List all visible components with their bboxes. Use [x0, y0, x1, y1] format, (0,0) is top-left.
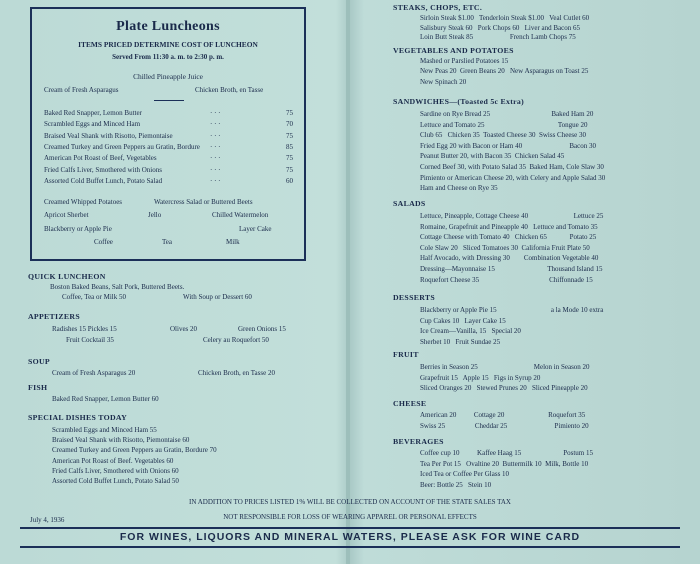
vegetables-heading: VEGETABLES AND POTATOES — [393, 46, 514, 55]
menu-line: Cole Slaw 20 Sliced Tomatoes 30 California Fruit Plate 50 — [420, 243, 590, 252]
appetizer-3: Green Onions 15 — [238, 325, 286, 333]
cheese-heading: CHEESE — [393, 399, 427, 408]
menu-line: Berries in Season 25 Melon in Season 20 — [420, 363, 590, 371]
appetizer-4: Fruit Cocktail 35 — [66, 336, 114, 344]
beverage-tea: Tea — [162, 238, 173, 246]
veg-option-2: Watercress Salad or Buttered Beets — [154, 198, 253, 206]
menu-line: Sirloin Steak $1.00 Tenderloin Steak $1.00 Veal Cutlet 60 — [420, 14, 590, 22]
luncheon-subtitle: ITEMS PRICED DETERMINE COST OF LUNCHEON — [78, 40, 258, 49]
sales-tax-notice: IN ADDITION TO PRICES LISTED 1% WILL BE COLLECTED ON ACCOUNT OF THE STATE SALES TAX — [189, 498, 511, 506]
main-course-price: 75 — [286, 165, 293, 174]
appetizer-1: Radishes 15 Pickles 15 — [52, 325, 117, 333]
dessert-option-2: Jello — [148, 211, 162, 219]
page-fold — [346, 0, 350, 564]
menu-line: Salisbury Steak 60 Pork Chops 60 Liver and Bacon 65 — [420, 23, 581, 32]
luncheon-hours: Served From 11:30 a. m. to 2:30 p. m. — [112, 53, 224, 61]
main-course-name: American Pot Roast of Beef, Vegetables — [44, 154, 157, 163]
steaks-heading: STEAKS, CHOPS, ETC. — [393, 3, 483, 12]
menu-line: Braised Veal Shank with Risotto, Piemontaise 60 — [52, 436, 190, 445]
menu-line: American 20 Cottage 20 Roquefort 35 — [420, 411, 586, 419]
menu-line: Lettuce, Pineapple, Cottage Cheese 40 Lettuce 25 — [420, 212, 604, 220]
sandwiches-heading: SANDWICHES—(Toasted 5c Extra) — [393, 97, 525, 106]
menu-line: Sliced Oranges 20 Stewed Prunes 20 Sliced Pineapple 20 — [420, 384, 588, 393]
main-course-price: 85 — [286, 142, 293, 151]
menu-line: Corned Beef 30, with Potato Salad 35 Baked Ham, Cole Slaw 30 — [420, 163, 604, 171]
menu-line: Fried Calfs Liver, Smothered with Onions 60 — [52, 466, 179, 475]
juice-item: Chilled Pineapple Juice — [133, 72, 203, 81]
menu-line: Sherbet 10 Fruit Sundae 25 — [420, 337, 501, 346]
menu-line: Ham and Cheese on Rye 35 — [420, 184, 498, 193]
menu-line: Fried Egg 20 with Bacon or Ham 40 Bacon 30 — [420, 141, 596, 150]
plate-luncheons-title: Plate Luncheons — [116, 19, 220, 34]
leader-dots: · · · — [210, 176, 221, 185]
menu-line: Scrambled Eggs and Minced Ham 55 — [52, 426, 157, 434]
menu-line: Lettuce and Tomato 25 Tongue 20 — [420, 120, 588, 129]
main-course-name: Assorted Cold Buffet Lunch, Potato Salad — [44, 176, 163, 185]
soup-item-1: Cream of Fresh Asparagus 20 — [52, 369, 136, 377]
quick-luncheon-item: Boston Baked Beans, Salt Pork, Buttered Beets. — [50, 283, 185, 291]
menu-line: Dressing—Mayonnaise 15 Thousand Island 15 — [420, 265, 603, 273]
main-course-name: Scrambled Eggs and Minced Ham — [44, 120, 141, 129]
menu-line: Coffee cup 10 Kaffee Haag 15 Postum 15 — [420, 449, 593, 457]
main-course-price: 70 — [286, 120, 293, 129]
special-dishes-heading: SPECIAL DISHES TODAY — [28, 413, 128, 422]
appetizers-heading: APPETIZERS — [28, 312, 80, 321]
menu-line: Sardine on Rye Bread 25 Baked Ham 20 — [420, 110, 594, 118]
footer-rule-bottom — [20, 546, 680, 548]
menu-line: Assorted Cold Buffet Lunch, Potato Salad 50 — [52, 477, 179, 485]
leader-dots: · · · — [210, 131, 221, 140]
leader-dots: · · · — [210, 165, 221, 174]
fruit-heading: FRUIT — [393, 350, 419, 359]
quick-luncheon-soup: With Soup or Dessert 60 — [183, 293, 252, 301]
menu-line: Peanut Butter 20, with Bacon 35 Chicken Salad 45 — [420, 152, 565, 161]
divider — [154, 100, 184, 101]
soup-item-2: Chicken Broth, en Tasse 20 — [198, 369, 275, 377]
fish-item: Baked Red Snapper, Lemon Butter 60 — [52, 395, 159, 403]
menu-line: American Pot Roast of Beef. Vegetables 60 — [52, 456, 174, 465]
menu-line: Roquefort Cheese 35 Chiffonnade 15 — [420, 275, 593, 284]
leader-dots: · · · — [210, 154, 221, 163]
menu-line: Loin Butt Steak 85 French Lamb Chops 75 — [420, 33, 576, 42]
leader-dots: · · · — [210, 109, 221, 117]
main-course-price: 75 — [286, 131, 293, 140]
veg-option-1: Creamed Whipped Potatoes — [44, 198, 123, 206]
quick-luncheon-bev: Coffee, Tea or Milk 50 — [62, 293, 126, 301]
menu-line: Beer: Bottle 25 Stein 10 — [420, 480, 492, 489]
menu-line: Half Avocado, with Dressing 30 Combination Vegetable 40 — [420, 254, 599, 263]
responsibility-notice: NOT RESPONSIBLE FOR LOSS OF WEARING APPAREL OR PERSONAL EFFECTS — [223, 513, 477, 521]
menu-line: New Peas 20 Green Beans 20 New Asparagus on Toast 25 — [420, 67, 589, 76]
soup-option-2: Chicken Broth, en Tasse — [195, 86, 264, 94]
menu-line: Swiss 25 Cheddar 25 Pimiento 20 — [420, 421, 589, 430]
menu-line: New Spinach 20 — [420, 77, 467, 86]
beverage-coffee: Coffee — [94, 238, 113, 246]
menu-line: Iced Tea or Coffee Per Glass 10 — [420, 470, 510, 479]
appetizer-2: Olives 20 — [170, 325, 198, 333]
soup-heading: SOUP — [28, 357, 50, 366]
main-course-name: Braised Veal Shank with Risotto, Piemontaise — [44, 131, 173, 140]
menu-date: July 4, 1936 — [30, 516, 65, 524]
dessert-option-4: Blackberry or Apple Pie — [44, 225, 112, 233]
leader-dots: · · · — [210, 120, 221, 129]
fish-heading: FISH — [28, 383, 48, 392]
main-course-price: 60 — [286, 176, 293, 185]
footer-rule-top — [20, 527, 680, 529]
main-course-price: 75 — [286, 109, 293, 117]
quick-luncheon-heading: QUICK LUNCHEON — [28, 272, 106, 281]
menu-line: Cup Cakes 10 Layer Cake 15 — [420, 316, 506, 325]
dessert-option-3: Chilled Watermelon — [212, 211, 269, 219]
main-course-name: Fried Calfs Liver, Smothered with Onions — [44, 165, 162, 174]
menu-line: Cottage Cheese with Tomato 40 Chicken 65 Potato 25 — [420, 233, 597, 242]
dessert-option-5: Layer Cake — [239, 225, 272, 233]
appetizer-5: Celery au Roquefort 50 — [203, 336, 269, 344]
main-course-price: 75 — [286, 154, 293, 163]
main-course-name: Creamed Turkey and Green Peppers au Gratin, Bordure — [44, 142, 200, 151]
desserts-heading: DESSERTS — [393, 293, 435, 302]
menu-line: Grapefruit 15 Apple 15 Figs in Syrup 20 — [420, 373, 541, 382]
menu-line: Mashed or Parslied Potatoes 15 — [420, 57, 509, 65]
menu-line: Blackberry or Apple Pie 15 a la Mode 10 extra — [420, 306, 604, 314]
menu-line: Creamed Turkey and Green Peppers au Gratin, Bordure 70 — [52, 446, 217, 455]
menu-line: Pimiento or American Cheese 20, with Celery and Apple Salad 30 — [420, 173, 606, 182]
menu-line: Ice Cream—Vanilla, 15 Special 20 — [420, 327, 521, 336]
wine-card-notice: FOR WINES, LIQUORS AND MINERAL WATERS, PLEASE ASK FOR WINE CARD — [119, 531, 581, 543]
menu-line: Tea Per Pot 15 Ovaltine 20 Buttermilk 10 Milk, Bottle 10 — [420, 459, 589, 468]
menu-line: Club 65 Chicken 35 Toasted Cheese 30 Swiss Cheese 30 — [420, 131, 587, 140]
salads-heading: SALADS — [393, 199, 426, 208]
soup-option-1: Cream of Fresh Asparagus — [44, 86, 119, 94]
dessert-option-1: Apricot Sherbet — [44, 211, 89, 219]
main-course-name: Baked Red Snapper, Lemon Butter — [44, 109, 142, 117]
menu-line: Romaine, Grapefruit and Pineapple 40 Lettuce and Tomato 35 — [420, 222, 598, 231]
beverage-milk: Milk — [226, 238, 240, 246]
plate-luncheons-box — [30, 7, 306, 261]
beverages-heading: BEVERAGES — [393, 437, 444, 446]
leader-dots: · · · — [210, 142, 221, 151]
